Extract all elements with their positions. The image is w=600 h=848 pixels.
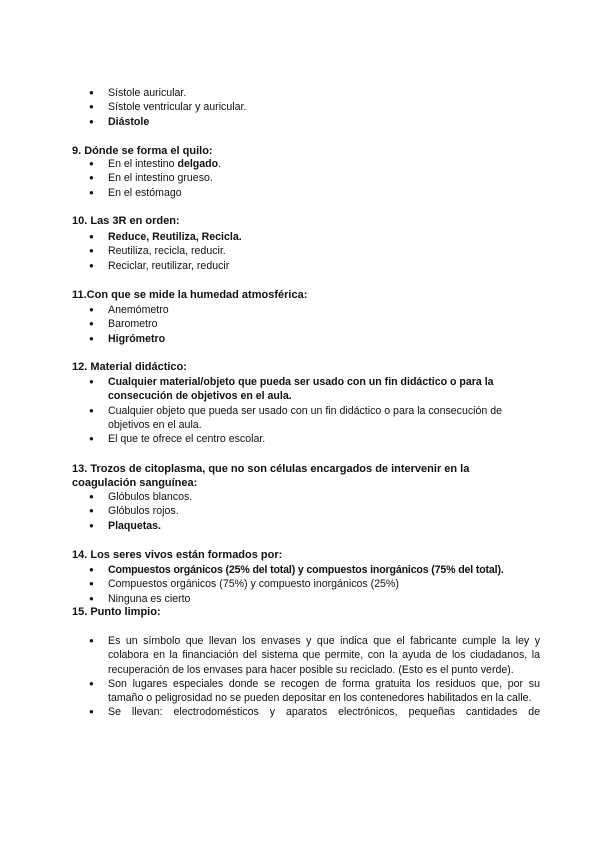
q11-option-2: ● Barometro [72, 317, 540, 331]
q10-option-2: ● Reutiliza, recicla, reducir. [72, 244, 540, 258]
q9-option-1-end: . [218, 158, 222, 170]
q10-option-3: ● Reciclar, reutilizar, reducir [72, 259, 540, 273]
q15-option-3: ● Se llevan: electrodomésticos y aparatos electrónicos, pequeñas cantidades de [72, 705, 540, 719]
q14-options [72, 563, 542, 606]
q9-title: 9. Dónde se forma el quilo: [72, 145, 213, 157]
q8-option-2: ● Sístole ventricular y auricular. [72, 100, 540, 114]
q13-option-1: ● Glóbulos blancos. [72, 490, 540, 504]
q8-options [72, 86, 540, 129]
q10-option-1-answer: ● Reduce, Reutiliza, Recicla. [72, 230, 540, 244]
q9-option-1 [72, 157, 540, 171]
q9-option-3: ● En el estómago [72, 186, 540, 200]
q9-option-1-answer: delgado [177, 158, 219, 170]
q11-option-1: ● Anemómetro [72, 303, 540, 317]
q9-option-1-text: En el intestino [108, 158, 178, 170]
q8-option-1: ● Sístole auricular. [72, 86, 540, 100]
q11-title: 11.Con que se mide la humedad atmosférica: [72, 289, 308, 301]
q13-options [72, 490, 540, 533]
q8-option-3-answer: ● Diástole [72, 115, 540, 129]
q12-title: 12. Material didáctico: [72, 361, 187, 373]
q12-options [72, 375, 540, 446]
q15-title: 15. Punto limpio: [72, 606, 161, 618]
q10-title: 10. Las 3R en orden: [72, 215, 180, 227]
q11-options [72, 303, 540, 346]
q14-option-3: ● Ninguna es cierto [72, 592, 542, 606]
q15-option-2: ● Son lugares especiales donde se recogen de forma gratuita los residuos que, por su tamaño o peligrosidad no se pueden depositar en los contenedores habilitados en la calle. [72, 677, 540, 706]
q10-options [72, 230, 540, 273]
q15-options [72, 634, 540, 720]
q9-options [72, 157, 540, 200]
q12-option-3: ● El que te ofrece el centro escolar. [72, 432, 540, 446]
q13-option-3-answer: ● Plaquetas. [72, 519, 540, 533]
q14-title: 14. Los seres vivos están formados por: [72, 549, 283, 561]
q13-title: 13. Trozos de citoplasma, que no son células encargados de intervenir en la coagulación sanguínea: [72, 463, 470, 489]
q12-option-1-answer: ● Cualquier material/objeto que pueda ser usado con un fin didáctico o para la consecución de objetivos en el aula. [72, 375, 540, 404]
q9-option-2: ● En el intestino grueso. [72, 171, 540, 185]
q15-option-1: ● Es un símbolo que llevan los envases y que indica que el fabricante cumple la ley y colabora en la financiación del sistema que permite, con la ayuda de los ciudadanos, la recuperación de los envases para hacer posible su reciclado. (Esto es el punto verde). [72, 634, 540, 677]
q12-option-2: ● Cualquier objeto que pueda ser usado con un fin didáctico o para la consecución de objetivos en el aula. [72, 404, 540, 433]
q11-option-3-answer: ● Higrómetro [72, 332, 540, 346]
q14-option-1-answer: ● Compuestos orgánicos (25% del total) y compuestos inorgánicos (75% del total). [72, 563, 542, 577]
q13-option-2: ● Glóbulos rojos. [72, 504, 540, 518]
q14-option-2: ● Compuestos orgánicos (75%) y compuesto inorgánicos (25%) [72, 577, 542, 591]
